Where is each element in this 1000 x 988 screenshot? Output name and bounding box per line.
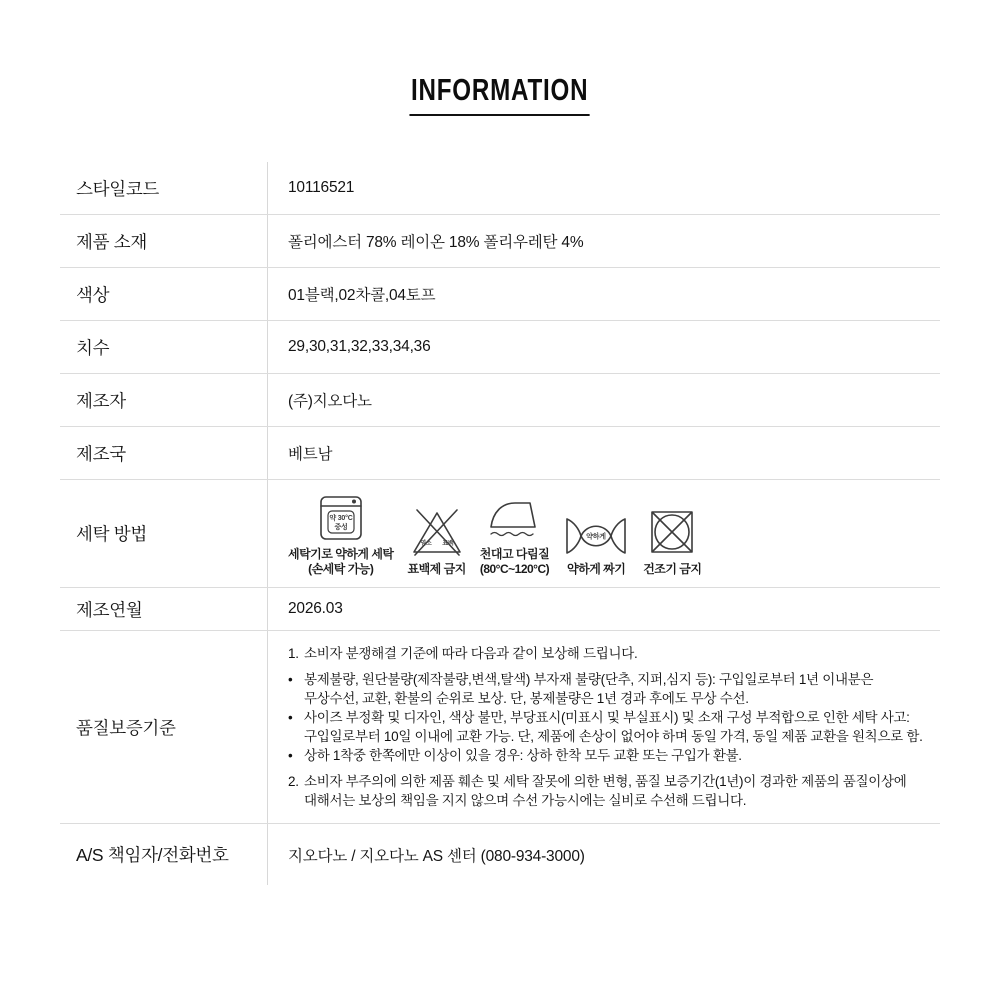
no-bleach-icon <box>409 505 465 557</box>
warranty-line: • 봉제불량, 원단불량(제작불량,변색,탈색) 부자재 불량(단추, 지퍼,심지 등): 구입일로부터 1년 이내분은 <box>288 672 874 687</box>
warranty-line: • 사이즈 부정확 및 디자인, 색상 불만, 부당표시(미표시 및 부실표시) 및 소재 구성 부적합으로 인한 세탁 사고: <box>288 710 910 725</box>
warranty-line: 구입일로부터 10일 이내에 교환 가능. 단, 제품에 손상이 없어야 하며 동일 가격, 동일 제품 교환을 원칙으로 함. <box>304 729 923 744</box>
wash-block-iron <box>480 490 549 577</box>
row-label: A/S 책임자/전화번호 <box>76 845 229 865</box>
wash-caption: 표백제 금지 <box>407 562 466 576</box>
wash-caption: 천대고 다림질 (80°C~120°C) <box>479 547 550 576</box>
row-label: 제조연월 <box>76 599 143 620</box>
row-value: 베트남 <box>267 427 940 479</box>
row-label: 제품 소재 <box>76 231 147 252</box>
wash-block-no-bleach <box>408 505 466 577</box>
row-label: 세탁 방법 <box>76 524 147 544</box>
row-label: 스타일코드 <box>76 178 160 199</box>
warranty-line: 2. 소비자 부주의에 의한 제품 훼손 및 세탁 잘못에 의한 변형, 품질 보증기간(1년)이 경과한 제품의 품질이상에 <box>288 774 907 789</box>
wash-block-no-dryer <box>643 505 701 577</box>
table-row-warranty <box>60 631 940 824</box>
row-label: 제조국 <box>76 443 126 464</box>
product-info-table <box>60 162 940 885</box>
table-row-as-contact <box>60 824 940 885</box>
wash-caption: 세탁기로 약하게 세탁 (손세탁 가능) <box>288 547 394 576</box>
warranty-line: 대해서는 보상의 책임을 지지 않으며 수선 가능시에는 실비로 수선해 드립니다. <box>304 793 747 808</box>
row-value: 지오다노 / 지오다노 AS 센터 (080-934-3000) <box>267 824 940 885</box>
svg-text:중성: 중성 <box>334 524 348 531</box>
no-tumble-dry-icon <box>647 505 697 557</box>
table-row-wash-method <box>60 480 940 588</box>
table-row-manufacture-date <box>60 588 940 631</box>
wash-caption: 건조기 금지 <box>643 562 702 576</box>
iron-with-cloth-icon <box>488 490 540 542</box>
svg-text:약 30°C: 약 30°C <box>329 515 353 522</box>
wash-block-machine <box>288 490 394 577</box>
laundry-care-icons <box>288 490 701 577</box>
row-value: (주)지오다노 <box>267 374 940 426</box>
warranty-line: • 상하 1착중 한쪽에만 이상이 있을 경우: 상하 한착 모두 교환 또는 구입가 환불. <box>288 748 742 763</box>
machine-wash-gentle-icon <box>316 490 366 542</box>
table-row-style-code <box>60 162 940 215</box>
wring-gently-icon <box>563 505 629 557</box>
wash-caption: 약하게 짜기 <box>567 562 626 576</box>
page-header <box>0 72 1000 116</box>
page-title: INFORMATION <box>410 72 590 116</box>
row-label: 제조자 <box>76 390 126 411</box>
svg-text:표백: 표백 <box>442 541 454 547</box>
row-value: 29,30,31,32,33,34,36 <box>267 321 940 373</box>
wash-icons-cell <box>267 480 940 587</box>
row-value: 폴리에스터 78% 레이온 18% 폴리우레탄 4% <box>267 215 940 267</box>
table-row-country <box>60 427 940 480</box>
row-label: 치수 <box>76 337 110 358</box>
warranty-text <box>267 631 940 823</box>
row-value: 2026.03 <box>267 588 940 630</box>
row-label: 색상 <box>76 284 110 305</box>
wash-block-wring <box>563 505 629 577</box>
table-row-material <box>60 215 940 268</box>
svg-text:약하게: 약하게 <box>586 533 607 541</box>
svg-text:염소: 염소 <box>420 541 432 547</box>
row-label: 품질보증기준 <box>76 717 176 738</box>
table-row-size <box>60 321 940 374</box>
row-value: 01블랙,02차콜,04토프 <box>267 268 940 320</box>
row-value: 10116521 <box>267 162 940 214</box>
warranty-line: 무상수선, 교환, 환불의 순위로 보상. 단, 봉제불량은 1년 경과 후에도 무상 수선. <box>304 691 749 706</box>
table-row-manufacturer <box>60 374 940 427</box>
table-row-color <box>60 268 940 321</box>
warranty-line: 1. 소비자 분쟁해결 기준에 따라 다음과 같이 보상해 드립니다. <box>288 646 638 661</box>
